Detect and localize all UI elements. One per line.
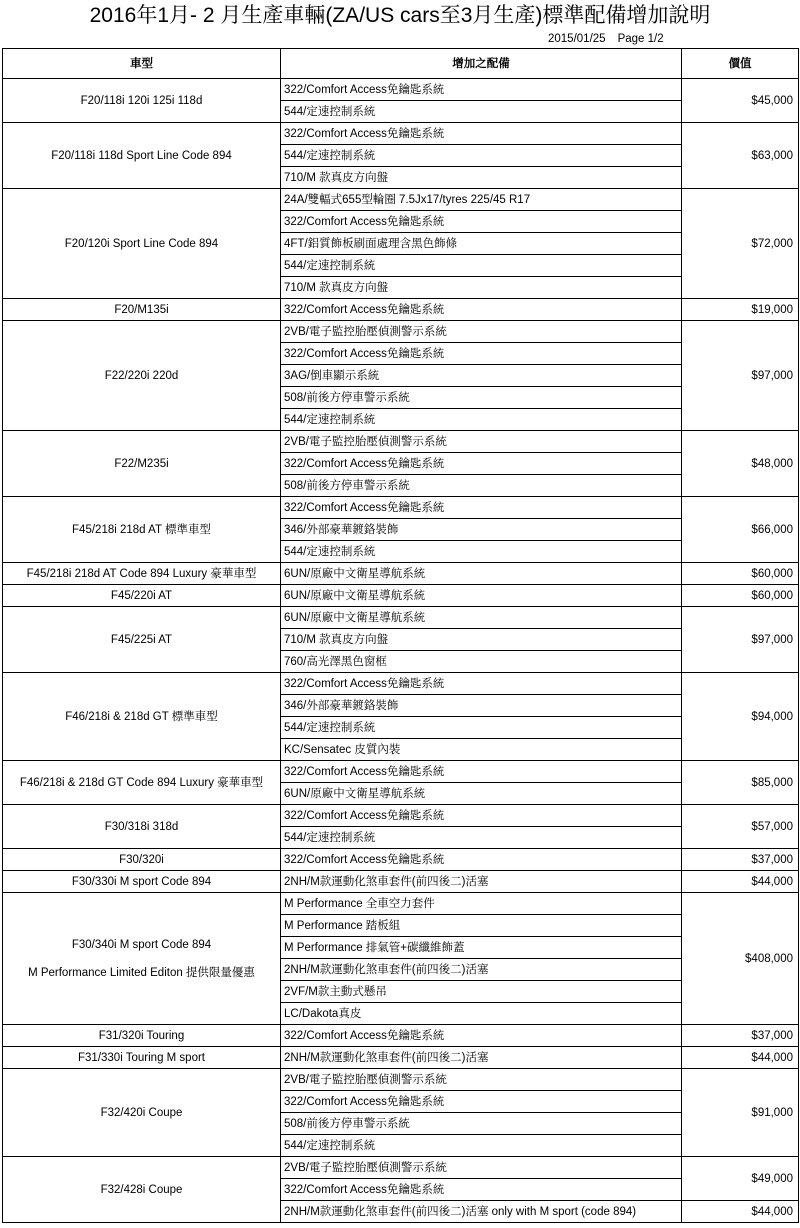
model-cell <box>3 893 281 1025</box>
model-name: F20/118i 120i 125i 118d <box>80 94 203 107</box>
model-cell <box>3 189 281 299</box>
option-cell: 322/Comfort Access免鑰匙系統 <box>281 497 682 519</box>
option-cell: 322/Comfort Access免鑰匙系統 <box>281 1179 682 1201</box>
option-cell: 2VF/M款主動式懸吊 <box>281 981 682 1003</box>
model-cell <box>3 607 281 673</box>
table-row <box>3 893 799 915</box>
price-cell: $97,000 <box>682 321 799 431</box>
model-name: F32/428i Coupe <box>100 1183 183 1196</box>
header-model: 車型 <box>3 49 281 79</box>
option-cell: 508/前後方停車警示系統 <box>281 1113 682 1135</box>
table-row <box>3 1047 799 1069</box>
header-price: 價值 <box>682 49 799 79</box>
model-cell <box>3 321 281 431</box>
model-cell <box>3 563 281 585</box>
model-cell <box>3 1069 281 1157</box>
model-name: F20/M135i <box>114 303 169 316</box>
price-cell: $85,000 <box>682 761 799 805</box>
option-cell: 2VB/電子監控胎壓偵測警示系統 <box>281 1069 682 1091</box>
option-cell: 544/定速控制系統 <box>281 145 682 167</box>
option-cell: 24A/雙輻式655型輪圈 7.5Jx17/tyres 225/45 R17 <box>281 189 682 211</box>
model-cell <box>3 1047 281 1069</box>
model-name: F22/220i 220d <box>104 369 179 382</box>
option-cell: 322/Comfort Access免鑰匙系統 <box>281 79 682 101</box>
document-date: 2015/01/25 <box>548 33 606 45</box>
model-cell <box>3 849 281 871</box>
table-row <box>3 585 799 607</box>
option-cell: 322/Comfort Access免鑰匙系統 <box>281 211 682 233</box>
price-cell: $97,000 <box>682 607 799 673</box>
option-cell: 346/外部豪華鍍鉻裝飾 <box>281 519 682 541</box>
option-cell: 2NH/M款運動化煞車套件(前四後二)活塞 only with M sport (code 894) <box>281 1201 682 1223</box>
option-cell: 710/M 款真皮方向盤 <box>281 167 682 189</box>
option-cell: 322/Comfort Access免鑰匙系統 <box>281 673 682 695</box>
option-cell: 322/Comfort Access免鑰匙系統 <box>281 453 682 475</box>
table-row <box>3 871 799 893</box>
option-cell: 6UN/原廠中文衛星導航系統 <box>281 607 682 629</box>
option-cell: M Performance 排氣管+碳纖維飾蓋 <box>281 937 682 959</box>
model-name: F30/330i M sport Code 894 <box>71 875 212 888</box>
table-row <box>3 1157 799 1179</box>
model-name: F20/118i 118d Sport Line Code 894 <box>51 149 232 162</box>
table-row <box>3 1069 799 1091</box>
document-meta <box>548 32 664 46</box>
model-name: F22/M235i <box>114 457 169 470</box>
option-cell: 322/Comfort Access免鑰匙系統 <box>281 343 682 365</box>
option-cell: 710/M 款真皮方向盤 <box>281 277 682 299</box>
model-name: F30/340i M sport Code 894 <box>71 938 212 951</box>
page-indicator: Page 1/2 <box>617 33 664 45</box>
price-cell: $408,000 <box>682 893 799 1025</box>
model-cell <box>3 673 281 761</box>
model-cell <box>3 585 281 607</box>
option-cell: 544/定速控制系統 <box>281 1135 682 1157</box>
model-name: F30/318i 318d <box>104 820 179 833</box>
option-cell: 322/Comfort Access免鑰匙系統 <box>281 123 682 145</box>
model-name: F32/420i Coupe <box>100 1106 183 1119</box>
option-cell: 2VB/電子監控胎壓偵測警示系統 <box>281 431 682 453</box>
option-cell: 322/Comfort Access免鑰匙系統 <box>281 849 682 871</box>
model-cell <box>3 1025 281 1047</box>
price-cell: $37,000 <box>682 849 799 871</box>
table-row <box>3 431 799 453</box>
option-cell: 6UN/原廠中文衛星導航系統 <box>281 783 682 805</box>
price-cell: $66,000 <box>682 497 799 563</box>
option-cell: 508/前後方停車警示系統 <box>281 475 682 497</box>
option-cell: 322/Comfort Access免鑰匙系統 <box>281 299 682 321</box>
model-name: F20/120i Sport Line Code 894 <box>64 237 219 250</box>
option-cell: KC/Sensatec 皮質內裝 <box>281 739 682 761</box>
price-cell: $72,000 <box>682 189 799 299</box>
table-row <box>3 123 799 145</box>
model-cell <box>3 1157 281 1223</box>
option-cell: 346/外部豪華鍍鉻裝飾 <box>281 695 682 717</box>
option-cell: 6UN/原廠中文衛星導航系統 <box>281 585 682 607</box>
model-cell <box>3 79 281 123</box>
model-name: F45/220i AT <box>110 589 173 602</box>
price-cell: $44,000 <box>682 1047 799 1069</box>
table-row <box>3 1025 799 1047</box>
price-cell: $44,000 <box>682 871 799 893</box>
option-cell: 2NH/M款運動化煞車套件(前四後二)活塞 <box>281 959 682 981</box>
table-row <box>3 849 799 871</box>
header-options: 增加之配備 <box>281 49 682 79</box>
option-cell: 544/定速控制系統 <box>281 101 682 123</box>
model-name: F31/330i Touring M sport <box>78 1051 205 1064</box>
table-row <box>3 189 799 211</box>
option-cell: M Performance 全車空力套件 <box>281 893 682 915</box>
price-cell: $63,000 <box>682 123 799 189</box>
model-name: F46/218i & 218d GT 標準車型 <box>65 710 218 723</box>
model-cell <box>3 299 281 321</box>
model-note: M Performance Limited Editon 提供限量優惠 <box>28 966 255 979</box>
table-row <box>3 805 799 827</box>
option-cell: 2VB/電子監控胎壓偵測警示系統 <box>281 321 682 343</box>
table-row <box>3 497 799 519</box>
option-cell: 3AG/倒車顯示系統 <box>281 365 682 387</box>
price-cell: $44,000 <box>682 1201 799 1223</box>
option-cell: 544/定速控制系統 <box>281 717 682 739</box>
model-name: F46/218i & 218d GT Code 894 Luxury 豪華車型 <box>19 776 264 789</box>
model-name: F30/320i <box>119 853 164 866</box>
option-cell: 508/前後方停車警示系統 <box>281 387 682 409</box>
table-row <box>3 607 799 629</box>
option-cell: 2NH/M款運動化煞車套件(前四後二)活塞 <box>281 871 682 893</box>
option-cell: 544/定速控制系統 <box>281 409 682 431</box>
model-name: F45/218i 218d AT Code 894 Luxury 豪華車型 <box>26 567 257 580</box>
price-cell: $94,000 <box>682 673 799 761</box>
equipment-table <box>2 48 799 1223</box>
price-cell: $60,000 <box>682 563 799 585</box>
model-cell <box>3 497 281 563</box>
option-cell: 322/Comfort Access免鑰匙系統 <box>281 1025 682 1047</box>
option-cell: 4FT/鋁質飾板刷面處理含黑色飾條 <box>281 233 682 255</box>
price-cell: $48,000 <box>682 431 799 497</box>
table-header-row <box>3 49 799 79</box>
model-cell <box>3 431 281 497</box>
model-cell <box>3 761 281 805</box>
option-cell: 322/Comfort Access免鑰匙系統 <box>281 1091 682 1113</box>
option-cell: 6UN/原廠中文衛星導航系統 <box>281 563 682 585</box>
option-cell: 322/Comfort Access免鑰匙系統 <box>281 805 682 827</box>
option-cell: 322/Comfort Access免鑰匙系統 <box>281 761 682 783</box>
model-cell <box>3 123 281 189</box>
model-name: F31/320i Touring <box>98 1029 185 1042</box>
option-cell: 544/定速控制系統 <box>281 255 682 277</box>
table-row <box>3 673 799 695</box>
price-cell: $60,000 <box>682 585 799 607</box>
price-cell: $49,000 <box>682 1157 799 1201</box>
option-cell: 544/定速控制系統 <box>281 541 682 563</box>
table-row <box>3 761 799 783</box>
option-cell: 710/M 款真皮方向盤 <box>281 629 682 651</box>
price-cell: $91,000 <box>682 1069 799 1157</box>
option-cell: 544/定速控制系統 <box>281 827 682 849</box>
option-cell: 2VB/電子監控胎壓偵測警示系統 <box>281 1157 682 1179</box>
table-row <box>3 563 799 585</box>
model-cell <box>3 805 281 849</box>
table-row <box>3 79 799 101</box>
table-row <box>3 321 799 343</box>
option-cell: LC/Dakota真皮 <box>281 1003 682 1025</box>
document-title: 2016年1月- 2 月生產車輛(ZA/US cars至3月生產)標準配備增加說明 <box>89 4 711 27</box>
price-cell: $19,000 <box>682 299 799 321</box>
model-name: F45/225i AT <box>110 633 173 646</box>
option-cell: M Performance 踏板組 <box>281 915 682 937</box>
table-row <box>3 299 799 321</box>
model-cell <box>3 871 281 893</box>
price-cell: $37,000 <box>682 1025 799 1047</box>
option-cell: 760/高光澤黑色窗框 <box>281 651 682 673</box>
model-name: F45/218i 218d AT 標準車型 <box>72 523 211 536</box>
table-body <box>3 79 799 1223</box>
price-cell: $45,000 <box>682 79 799 123</box>
price-cell: $57,000 <box>682 805 799 849</box>
option-cell: 2NH/M款運動化煞車套件(前四後二)活塞 <box>281 1047 682 1069</box>
